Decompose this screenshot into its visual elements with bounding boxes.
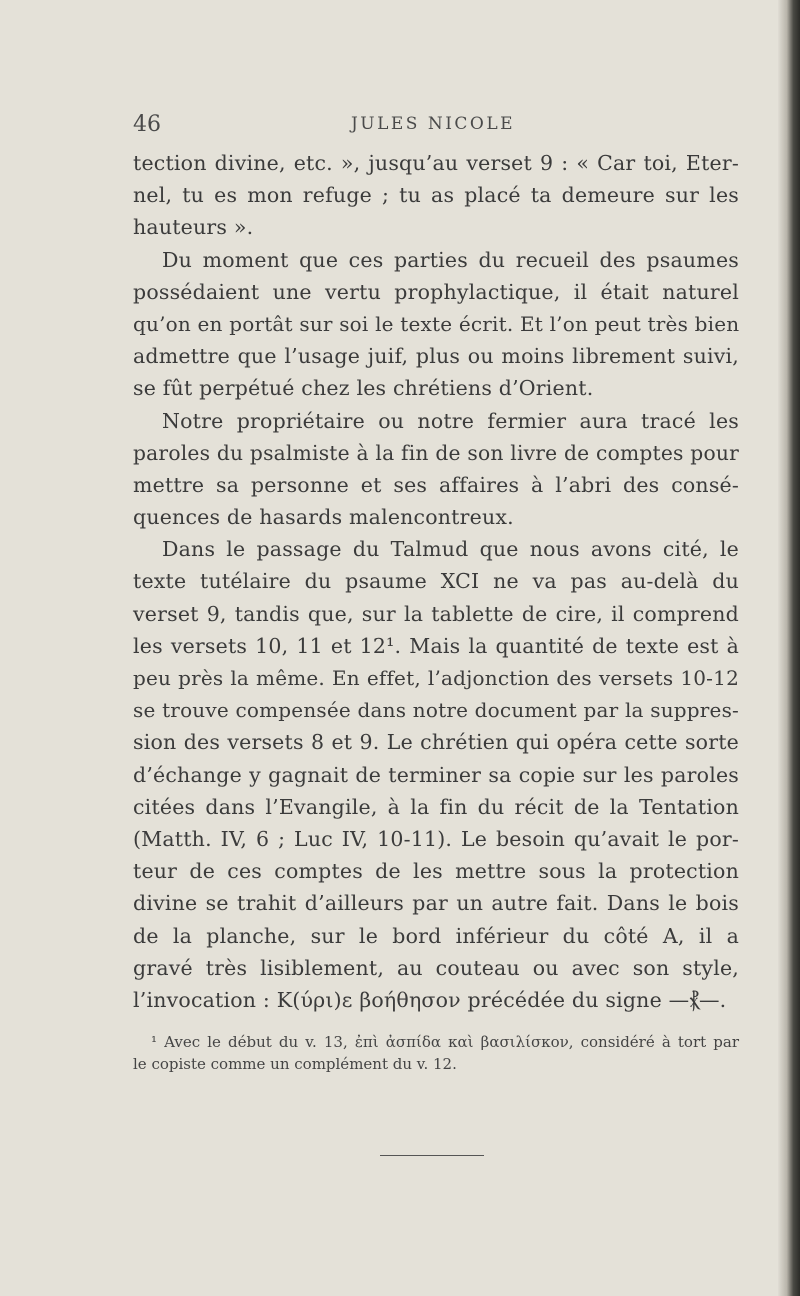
text-line: les versets 10, 11 et 12¹. Mais la quantité de texte est à: [133, 633, 739, 658]
body-text: [133, 147, 739, 1016]
running-title: JULES NICOLE: [350, 114, 516, 134]
text-line: Du moment que ces parties du recueil des psaumes: [162, 247, 739, 272]
text-line: d’échange y gagnait de terminer sa copie sur les paroles: [133, 762, 739, 787]
text-line: teur de ces comptes de les mettre sous la protection: [133, 859, 739, 884]
bottom-rule: [380, 1155, 484, 1156]
text-line: peu près la même. En effet, l’adjonction des versets 10-12: [133, 666, 739, 690]
text-line: verset 9, tandis que, sur la tablette de cire, il comprend: [133, 601, 739, 626]
text-line: texte tutélaire du psaume XCI ne va pas au-delà du: [133, 569, 739, 594]
text-line: se trouve compensée dans notre document par la suppres-: [133, 698, 739, 723]
text-line: Dans le passage du Talmud que nous avons cité, le: [162, 537, 739, 562]
text-line: nel, tu es mon refuge ; tu as placé ta demeure sur les: [133, 183, 739, 208]
text-line: quences de hasards malencontreux.: [133, 505, 514, 530]
text-line: paroles du psalmiste à la fin de son livre de comptes pour: [133, 440, 739, 465]
text-line: divine se trahit d’ailleurs par un autre fait. Dans le bois: [133, 891, 739, 916]
footnote: [133, 1031, 739, 1075]
text-line: admettre que l’usage juif, plus ou moins librement suivi,: [133, 344, 739, 369]
footnote-line: le copiste comme un complément du v. 12.: [133, 1055, 457, 1073]
text-line: hauteurs ».: [133, 215, 254, 240]
text-line: (Matth. IV, 6 ; Luc IV, 10-11). Le besoin qu’avait le por-: [133, 826, 739, 851]
text-line: citées dans l’Evangile, à la fin du récit de la Tentation: [133, 794, 739, 819]
text-line: sion des versets 8 et 9. Le chrétien qui opéra cette sorte: [133, 730, 739, 755]
footnote-line: ¹ Avec le début du v. 13, ἐπὶ ἀσπίδα καὶ βασιλίσκον, considéré à tort par: [151, 1033, 739, 1051]
text-line: possédaient une vertu prophylactique, il était naturel: [133, 279, 739, 304]
text-line: gravé très lisiblement, au couteau ou avec son style,: [133, 955, 739, 980]
page-header: [133, 112, 733, 142]
text-line: qu’on en portât sur soi le texte écrit. Et l’on peut très bien: [133, 311, 740, 336]
text-line: tection divine, etc. », jusqu’au verset 9 : « Car toi, Eter-: [133, 151, 739, 175]
text-line: l’invocation : Κ(ύρι)ε βοήθησον précédée du signe —⳩—.: [133, 987, 727, 1012]
text-line: mettre sa personne et ses affaires à l’abri des consé-: [133, 472, 739, 497]
text-line: de la planche, sur le bord inférieur du côté A, il a: [133, 923, 739, 948]
text-line: se fût perpétué chez les chrétiens d’Orient.: [133, 376, 594, 401]
page-number: 46: [133, 112, 161, 137]
page-edge-shadow: [778, 0, 800, 1296]
text-line: Notre propriétaire ou notre fermier aura tracé les: [162, 408, 739, 433]
